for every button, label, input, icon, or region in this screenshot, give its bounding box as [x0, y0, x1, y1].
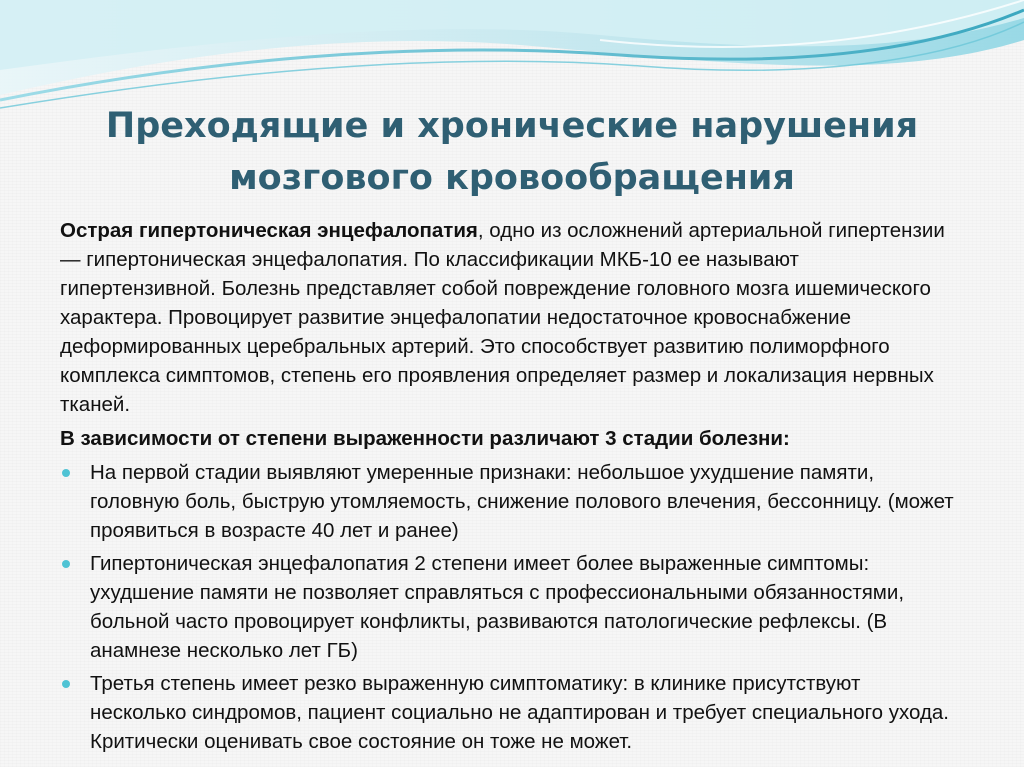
intro-text: , одно из осложнений артериальной гипертензии — гипертоническая энцефалопатия. По классификации МКБ-10 ее называют гипертензивной. Болезнь представляет собой повреждение головного мозга ишемического характера. Провоцирует развитие энцефалопатии недостаточное кровоснабжение деформированных церебральных артерий. Это способствует развитию полиморфного комплекса симптомов, степень его проявления определяет размер и локализация нервных тканей. — [60, 219, 945, 416]
bullet-icon — [62, 680, 70, 688]
title-line-1: Преходящие и хронические нарушения — [105, 106, 919, 146]
slide-title — [60, 100, 964, 204]
list-item — [60, 458, 960, 545]
stage-text: На первой стадии выявляют умеренные признаки: небольшое ухудшение памяти, головную боль, быструю утомляемость, снижение полового влечения, бессонницу. (может проявиться в возрасте 40 лет и ранее) — [90, 461, 954, 542]
intro-term: Острая гипертоническая энцефалопатия — [60, 219, 478, 242]
slide-body — [60, 216, 960, 760]
stage-text: Гипертоническая энцефалопатия 2 степени имеет более выраженные симптомы: ухудшение памяти не позволяет справляться с профессиональными обязанностями, больной часто провоцирует конфликты, развиваются патологические рефлексы. (В анамнезе несколько лет ГБ) — [90, 552, 905, 662]
stages-heading: В зависимости от степени выраженности различают 3 стадии болезни: — [60, 427, 790, 450]
stage-text: Третья степень имеет резко выраженную симптоматику: в клинике присутствуют несколько синдромов, пациент социально не адаптирован и требует специального ухода. Критически оценивать свое состояние он тоже не может. — [90, 672, 949, 753]
list-item — [60, 549, 960, 665]
bullet-icon — [62, 469, 70, 477]
title-line-2: мозгового кровообращения — [229, 158, 795, 198]
intro-paragraph — [60, 216, 960, 419]
stages-list — [60, 458, 960, 756]
list-item — [60, 669, 960, 756]
bullet-icon — [62, 560, 70, 568]
